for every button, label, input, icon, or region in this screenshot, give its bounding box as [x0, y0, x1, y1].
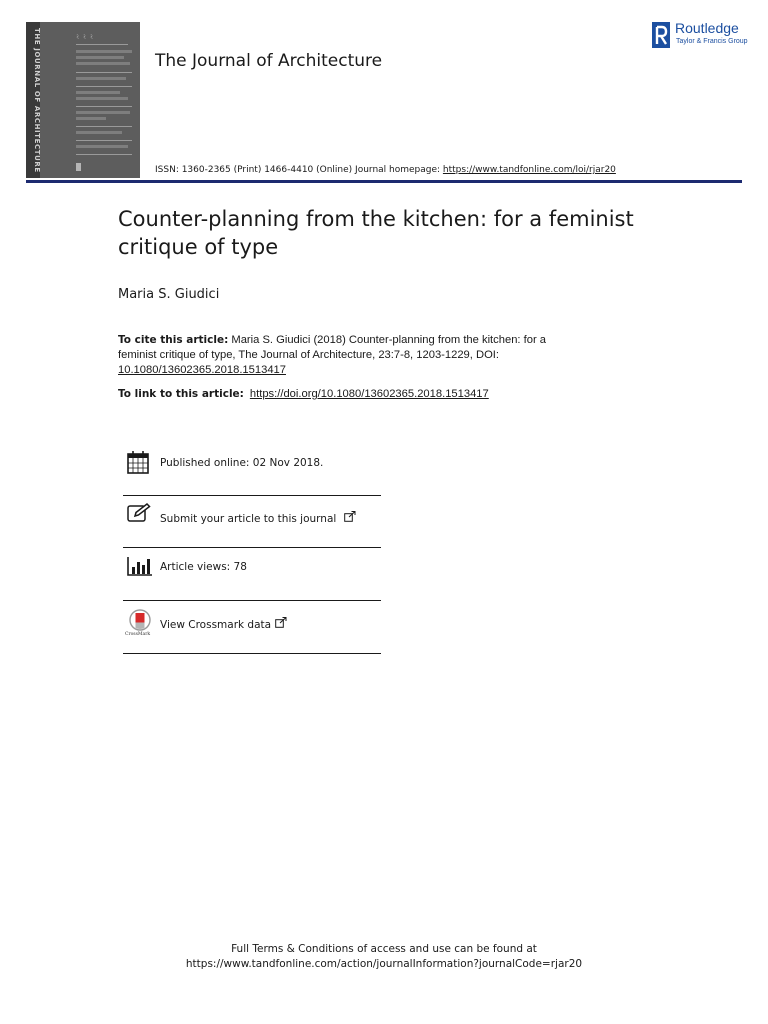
publisher-group: Taylor & Francis Group	[676, 38, 748, 45]
article-views-row	[123, 550, 381, 602]
cover-text-block	[76, 131, 122, 134]
journal-title[interactable]: The Journal of Architecture	[155, 51, 383, 71]
publisher-name: Routledge	[675, 20, 739, 36]
issn-line	[155, 165, 616, 175]
calendar-icon	[127, 450, 149, 474]
submit-article-text	[160, 511, 356, 525]
article-views-text: Article views: 78	[160, 561, 247, 573]
published-online-row	[123, 446, 381, 498]
citation-label: To cite this article:	[118, 334, 229, 346]
info-divider	[123, 547, 381, 548]
journal-homepage-link[interactable]: https://www.tandfonline.com/loi/rjar20	[442, 165, 616, 175]
cover-publisher-mark	[76, 163, 81, 171]
citation-text: Maria S. Giudici (2018) Counter-planning from the kitchen: for a feminist critique of type, The Journal of Architecture, 23:7-8, 1203-1229, DOI:	[118, 334, 547, 361]
article-link-label: To link to this article:	[118, 388, 244, 400]
cover-line	[76, 44, 128, 45]
citation-doi-link[interactable]: 10.1080/13602365.2018.1513417	[118, 364, 286, 376]
info-divider	[123, 653, 381, 654]
crossmark-label[interactable]: View Crossmark data	[160, 619, 272, 631]
footer-terms-text: Full Terms & Conditions of access and use can be found at	[231, 943, 537, 955]
external-link-icon	[275, 617, 287, 628]
bar-chart-icon	[127, 556, 153, 576]
crossmark-row[interactable]	[123, 603, 381, 655]
article-title: Counter-planning from the kitchen: for a feminist critique of type	[118, 207, 634, 259]
crossmark-text	[160, 617, 287, 631]
cover-text-block	[76, 111, 130, 114]
cover-line	[76, 86, 132, 87]
submit-article-label[interactable]: Submit your article to this journal	[160, 513, 337, 525]
info-divider	[123, 600, 381, 601]
cover-text-block	[76, 97, 128, 100]
header-rule	[26, 180, 742, 183]
published-online-text: Published online: 02 Nov 2018.	[160, 457, 324, 469]
footer-terms-url[interactable]: https://www.tandfonline.com/action/journalInformation?journalCode=rjar20	[185, 958, 583, 970]
publisher-logo[interactable]	[652, 20, 752, 50]
cover-spine-text: THE JOURNAL OF ARCHITECTURE	[33, 28, 41, 173]
edit-icon	[127, 503, 151, 523]
external-link-icon	[344, 511, 356, 522]
issn-text: ISSN: 1360-2365 (Print) 1466-4410 (Online) Journal homepage:	[155, 165, 443, 175]
journal-cover-thumbnail	[26, 22, 140, 178]
cover-line	[76, 72, 132, 73]
cover-text-block	[76, 50, 132, 53]
cover-text-block	[76, 91, 120, 94]
crossmark-caption: CrossMark	[125, 632, 151, 637]
cover-line	[76, 140, 132, 141]
article-author[interactable]: Maria S. Giudici	[118, 287, 220, 302]
routledge-r-icon	[652, 22, 670, 48]
cover-logo: ﾐ ﾐ ﾐ	[76, 34, 94, 41]
submit-article-row[interactable]	[123, 498, 381, 550]
cover-text-block	[76, 56, 124, 59]
cover-line	[76, 106, 132, 107]
cover-line	[76, 126, 132, 127]
cover-text-block	[76, 145, 128, 148]
article-doi-url[interactable]: https://doi.org/10.1080/13602365.2018.1513417	[249, 388, 489, 400]
citation-block	[118, 333, 578, 378]
cover-line	[76, 154, 132, 155]
info-divider	[123, 495, 381, 496]
article-link-block	[118, 388, 489, 400]
cover-text-block	[76, 117, 106, 120]
footer	[0, 942, 768, 972]
cover-text-block	[76, 77, 126, 80]
cover-text-block	[76, 62, 130, 65]
